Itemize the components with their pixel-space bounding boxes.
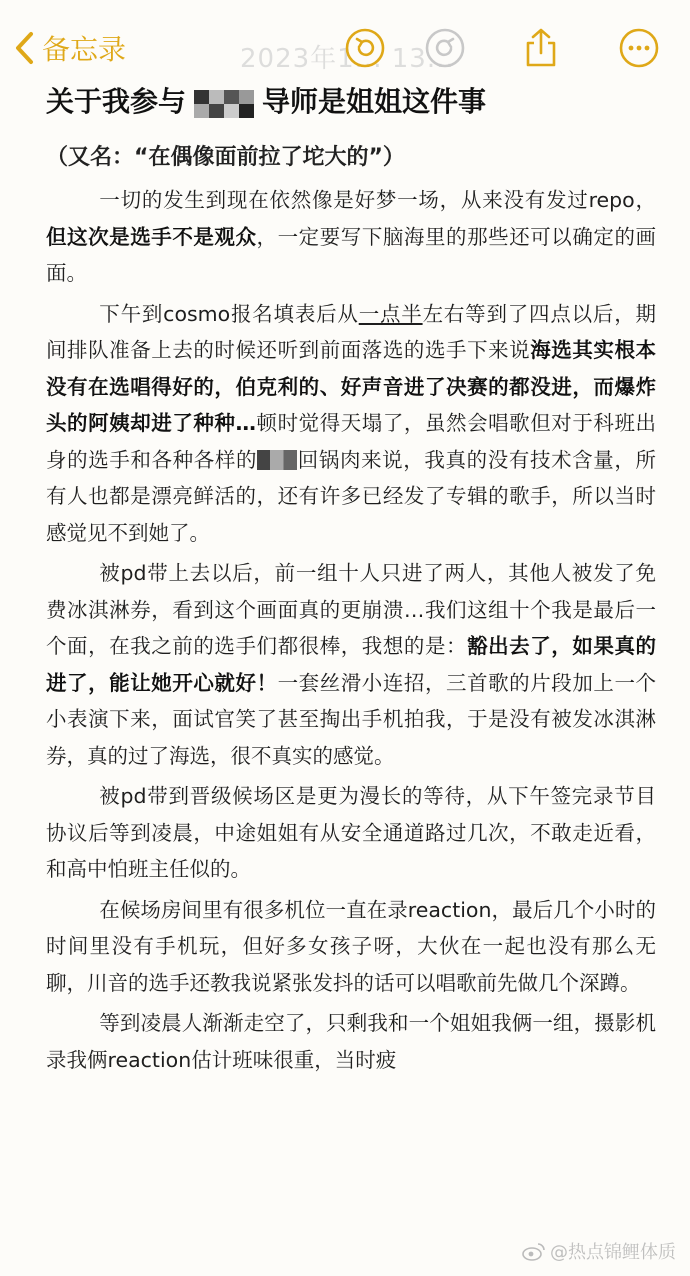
- paragraph-3: 被pd带上去以后，前一组十人只进了两人，其他人被发了免费冰淇淋券，看到这个画面真的更崩溃…我们这组十个我是最后一个面，在我之前的选手们都很棒，我想的是：豁出去了，如果真的进了，能让她开心就好！一套丝滑小连招，三首歌的片段加上一个小表演下来，面试官笑了甚至掏出手机拍我，于是没有被发冰淇淋券，真的过了海选，很不真实的感觉。: [46, 561, 657, 768]
- share-icon[interactable]: [520, 27, 562, 69]
- redo-icon[interactable]: [424, 27, 466, 69]
- censored-mosaic: [194, 90, 254, 118]
- note-body[interactable]: [46, 78, 656, 1078]
- weibo-logo-icon: [522, 1241, 546, 1261]
- paragraph-4: 被pd带到晋级候场区是更为漫长的等待，从下午签完录节目协议后等到凌晨，中途姐姐有从安全通道路过几次，不敢走近看，和高中怕班主任似的。: [46, 784, 656, 881]
- paragraph-1: 一切的发生到现在依然像是好梦一场，从来没有发过repo，但这次是选手不是观众，一定要写下脑海里的那些还可以确定的画面。: [46, 188, 657, 285]
- paragraph-5: 在候场房间里有很多机位一直在录reaction，最后几个小时的时间里没有手机玩，但好多女孩子呀，大伙在一起也没有那么无聊，川音的选手还教我说紧张发抖的话可以唱歌前先做几个深蹲。: [46, 897, 656, 995]
- note-subtitle: （又名：“在偶像面前拉了坨大的”）: [46, 145, 405, 170]
- note-date: 2023年1... 13...: [240, 44, 455, 74]
- title-part-2: 导师是姐姐这件事: [262, 85, 487, 118]
- censored-mosaic-inline: [257, 450, 297, 470]
- note-title: [46, 78, 656, 126]
- paragraph-2: 下午到cosmo报名填表后从一点半左右等到了四点以后，期间排队准备上去的时候还听到前面落选的选手下来说海选其实根本没有在选唱得好的，伯克利的、好声音进了决赛的都没进，而爆炸头的阿姨却进了种种…顿时觉得天塌了，虽然会唱歌但对于科班出身的选手和各种各样的 回锅肉来说，我真的没有技术含量，所有人也都是漂亮鲜活的，还有许多已经发了专辑的歌手，所以当时感觉见不到她了。: [46, 301, 657, 545]
- watermark-text: @热点锦鲤体质: [550, 1242, 676, 1263]
- weibo-watermark: [522, 1238, 676, 1264]
- undo-icon[interactable]: [344, 27, 386, 69]
- chevron-left-icon: [14, 31, 34, 65]
- navigation-bar: [0, 0, 690, 90]
- back-button[interactable]: [14, 28, 126, 68]
- back-label: 备忘录: [42, 33, 127, 66]
- title-part-1: 关于我参与: [46, 85, 187, 118]
- paragraph-6: 等到凌晨人渐渐走空了，只剩我和一个姐姐我俩一组，摄影机录我俩reaction估计班味很重，当时疲: [46, 1011, 656, 1072]
- more-icon[interactable]: [618, 27, 660, 69]
